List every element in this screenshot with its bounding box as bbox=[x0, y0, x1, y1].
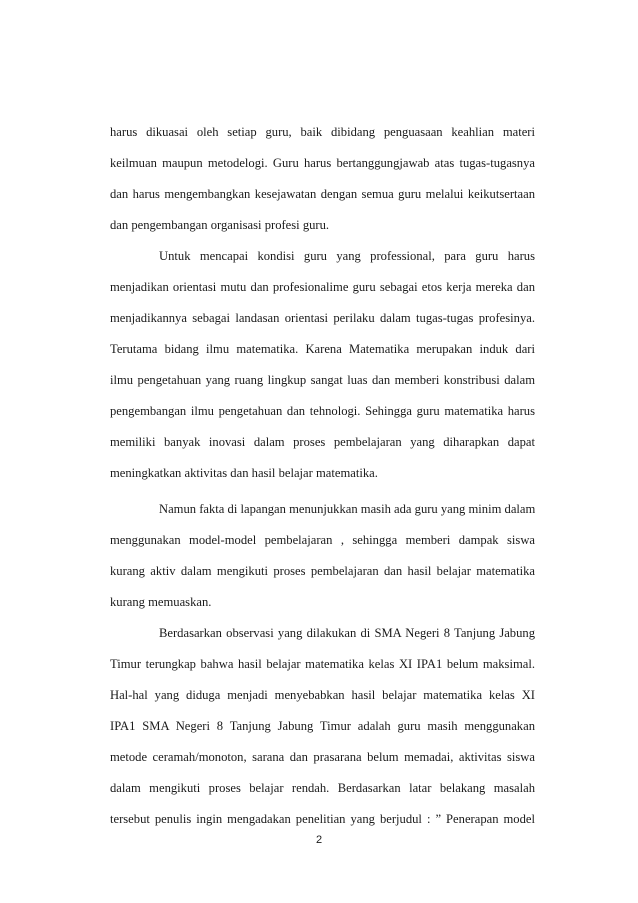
text-line: kurang aktiv dalam mengikuti proses pembelajaran dan hasil belajar matematika bbox=[110, 564, 535, 578]
text-line: IPA1 SMA Negeri 8 Tanjung Jabung Timur adalah guru masih menggunakan bbox=[110, 719, 535, 733]
text-line: metode ceramah/monoton, sarana dan prasarana belum memadai, aktivitas siswa bbox=[110, 750, 535, 764]
text-line: dan harus mengembangkan kesejawatan dengan semua guru melalui keikutsertaan bbox=[110, 187, 535, 201]
text-line: Namun fakta di lapangan menunjukkan masih ada guru yang minim dalam bbox=[159, 502, 535, 516]
text-line: pengembangan ilmu pengetahuan dan tehnologi. Sehingga guru matematika harus bbox=[110, 404, 535, 418]
text-line: kurang memuaskan. bbox=[110, 595, 212, 609]
text-line: harus dikuasai oleh setiap guru, baik dibidang penguasaan keahlian materi bbox=[110, 125, 535, 139]
text-line: tersebut penulis ingin mengadakan penelitian yang berjudul : ” Penerapan model bbox=[110, 812, 535, 826]
text-line: dan pengembangan organisasi profesi guru. bbox=[110, 218, 330, 232]
text-line: meningkatkan aktivitas dan hasil belajar matematika. bbox=[110, 466, 378, 480]
text-line: menjadikan orientasi mutu dan profesionalime guru sebagai etos kerja mereka dan bbox=[110, 280, 535, 294]
text-line: Terutama bidang ilmu matematika. Karena Matematika merupakan induk dari bbox=[110, 342, 535, 356]
text-line: keilmuan maupun metodelogi. Guru harus bertanggungjawab atas tugas-tugasnya bbox=[110, 156, 535, 170]
text-line: menggunakan model-model pembelajaran , sehingga memberi dampak siswa bbox=[110, 533, 535, 547]
text-line: ilmu pengetahuan yang ruang lingkup sangat luas dan memberi konstribusi dalam bbox=[110, 373, 535, 387]
body-text bbox=[110, 117, 535, 835]
text-line: dalam mengikuti proses belajar rendah. Berdasarkan latar belakang masalah bbox=[110, 781, 535, 795]
paragraph bbox=[110, 241, 535, 489]
paragraph bbox=[110, 618, 535, 835]
page-number: 2 bbox=[315, 834, 323, 846]
text-line: Timur terungkap bahwa hasil belajar matematika kelas XI IPA1 belum maksimal. bbox=[110, 657, 535, 671]
text-line: Untuk mencapai kondisi guru yang professional, para guru harus bbox=[159, 249, 535, 263]
paragraph bbox=[110, 117, 535, 241]
text-line: Hal-hal yang diduga menjadi menyebabkan hasil belajar matematika kelas XI bbox=[110, 688, 535, 702]
text-line: memiliki banyak inovasi dalam proses pembelajaran yang diharapkan dapat bbox=[110, 435, 535, 449]
paragraph bbox=[110, 494, 535, 618]
text-line: Berdasarkan observasi yang dilakukan di SMA Negeri 8 Tanjung Jabung bbox=[159, 626, 535, 640]
text-line: menjadikannya sebagai landasan orientasi perilaku dalam tugas-tugas profesinya. bbox=[110, 311, 535, 325]
